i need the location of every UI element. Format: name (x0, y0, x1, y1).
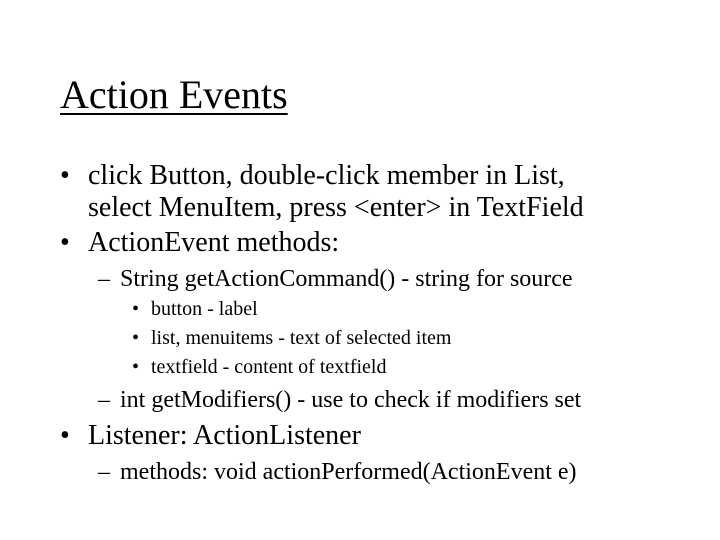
bullet-text: ActionEvent methods: (88, 227, 340, 258)
sub-bullet-marker: – (98, 459, 110, 485)
bullet-text: Listener: ActionListener (88, 420, 361, 451)
sub-sub-bullet-text: list, menuitems - text of selected item (151, 327, 452, 349)
sub-sub-bullet-marker: • (132, 298, 140, 320)
bullet-text-continued: select MenuItem, press <enter> in TextField (88, 192, 584, 223)
sub-sub-bullet-text: textfield - content of textfield (151, 356, 387, 378)
bullet-marker: • (60, 160, 70, 191)
sub-bullet-text: String getActionCommand() - string for source (120, 266, 573, 292)
sub-bullet-marker: – (98, 266, 110, 292)
sub-sub-bullet-marker: • (132, 356, 140, 378)
slide-title: Action Events (60, 72, 288, 117)
bullet-marker: • (60, 420, 70, 451)
bullet-marker: • (60, 227, 70, 258)
sub-bullet-text: int getModifiers() - use to check if modifiers set (120, 387, 582, 413)
sub-sub-bullet-marker: • (132, 327, 140, 349)
sub-bullet-text: methods: void actionPerformed(ActionEvent e) (120, 459, 577, 485)
sub-sub-bullet-text: button - label (151, 298, 258, 320)
bullet-text: click Button, double-click member in List, (88, 160, 565, 191)
sub-bullet-marker: – (98, 387, 110, 413)
